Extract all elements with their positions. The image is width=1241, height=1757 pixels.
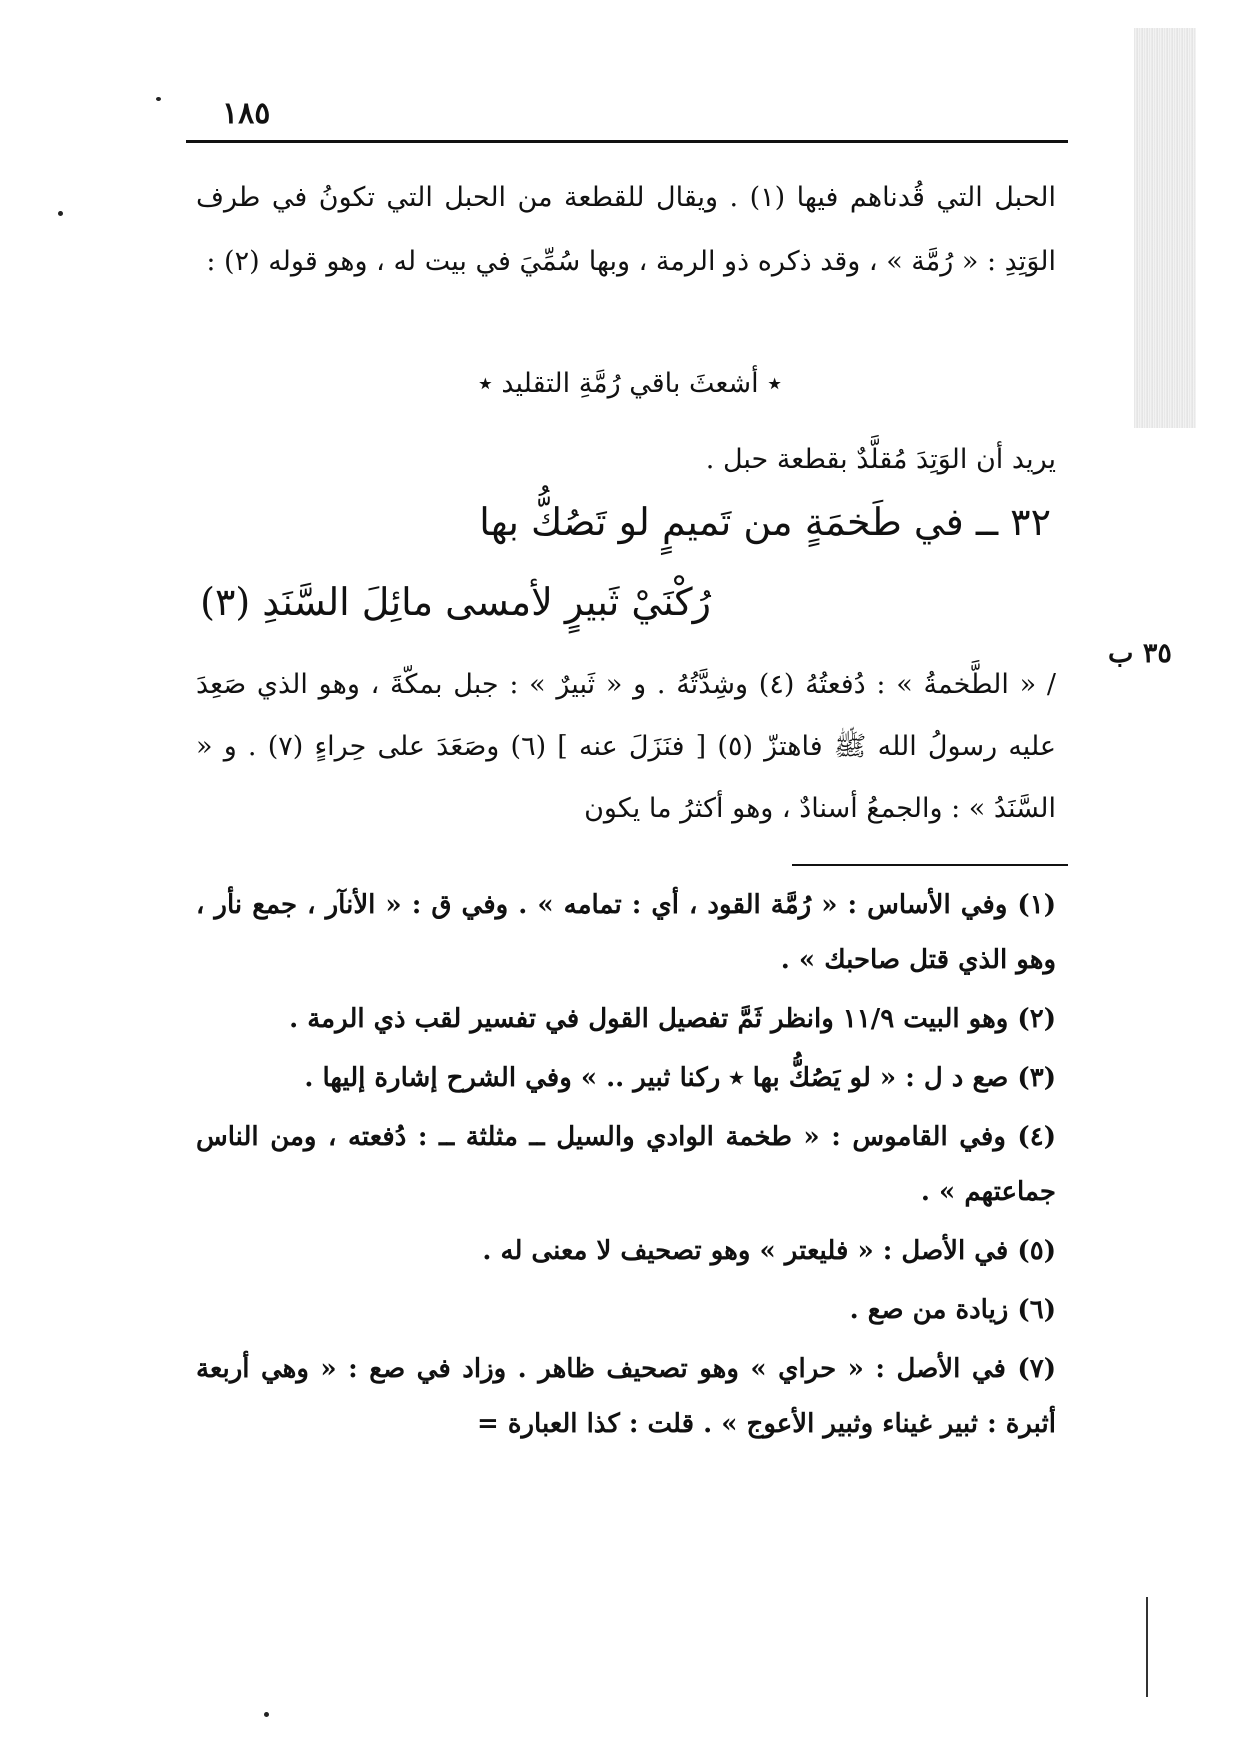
margin-folio-note: ٣٥ ب: [1108, 638, 1172, 669]
scan-speck: [58, 211, 63, 216]
footnote: (١) وفي الأساس : « رُمَّة القود ، أي : تمامه » . وفي ق : « الأنآر ، جمع نأر ، وهو الذي قتل صاحبك » .: [196, 890, 1056, 975]
footnotes-rule: [792, 864, 1068, 866]
main-paragraph-2: [196, 654, 1056, 840]
verse-line-first: ٣٢ ــ في طَخمَةٍ من تَميمٍ لو تَصُكُّ بها: [479, 500, 1051, 544]
main-paragraph-1-text: الحبل التي قُدناهم فيها (١) . ويقال للقطعة من الحبل التي تكونُ في طرف الوَتِدِ : « رُمَّة » ، وقد ذكره ذو الرمة ، وبها سُمِّيَ في بيت له ، وهو قوله (٢) :: [196, 182, 1056, 277]
main-paragraph-2-text: / « الطَّخمةُ » : دُفعتُهُ (٤) وشِدَّتُهُ . و « ثَبيرٌ » : جبل بمكّةَ ، وهو الذي صَعِدَ عليه رسولُ الله ﷺ فاهتزّ (٥) [ فنَزَلَ عنه ] (٦) وصَعَدَ على حِراءٍ (٧) . و « السَّنَدُ » : والجمعُ أسنادٌ ، وهو أكثرُ ما يكون: [196, 669, 1056, 824]
footnote: (٣) صع د ل : « لو يَصُكُّ بها ٭ ركنا ثبير .. » وفي الشرح إشارة إليها .: [304, 1063, 1056, 1093]
page-number: ١٨٥: [222, 96, 271, 131]
main-paragraph-1-tail-text: يريد أن الوَتِدَ مُقلَّدٌ بقطعة حبل .: [705, 444, 1056, 475]
footnote: (٢) وهو البيت ١١/٩ وانظر ثَمَّ تفصيل القول في تفسير لقب ذي الرمة .: [289, 1004, 1056, 1034]
main-paragraph-1-tail: [196, 428, 1056, 492]
footnote: (٥) في الأصل : « فليعتر » وهو تصحيف لا معنى له .: [482, 1236, 1056, 1266]
scan-edge-shadow: [1134, 28, 1196, 428]
footnote: (٤) وفي القاموس : « طخمة الوادي والسيل ــ مثلثة ــ : دُفعته ، ومن الناس جماعتهم » .: [196, 1122, 1056, 1207]
scan-speck: [156, 97, 161, 101]
verse-line-second: رُكْنَيْ ثَبيرٍ لأمسى مائِلَ السَّنَدِ (٣): [200, 580, 711, 624]
quoted-hemistich: ٭ أشعثَ باقي رُمَّةِ التقليد ٭: [478, 368, 782, 399]
scan-speck: [264, 1712, 269, 1717]
footnote: (٧) في الأصل : « حراي » وهو تصحيف ظاهر . وزاد في صع : « وهي أربعة أثبرة : ثبير غيناء وثبير الأعوج » . قلت : كذا العبارة =: [196, 1354, 1056, 1439]
footnote: (٦) زيادة من صع .: [849, 1295, 1056, 1325]
main-paragraph-1: [196, 166, 1056, 294]
header-rule: [186, 140, 1068, 143]
footnotes: [196, 878, 1056, 1456]
margin-bar: [1146, 1597, 1148, 1697]
